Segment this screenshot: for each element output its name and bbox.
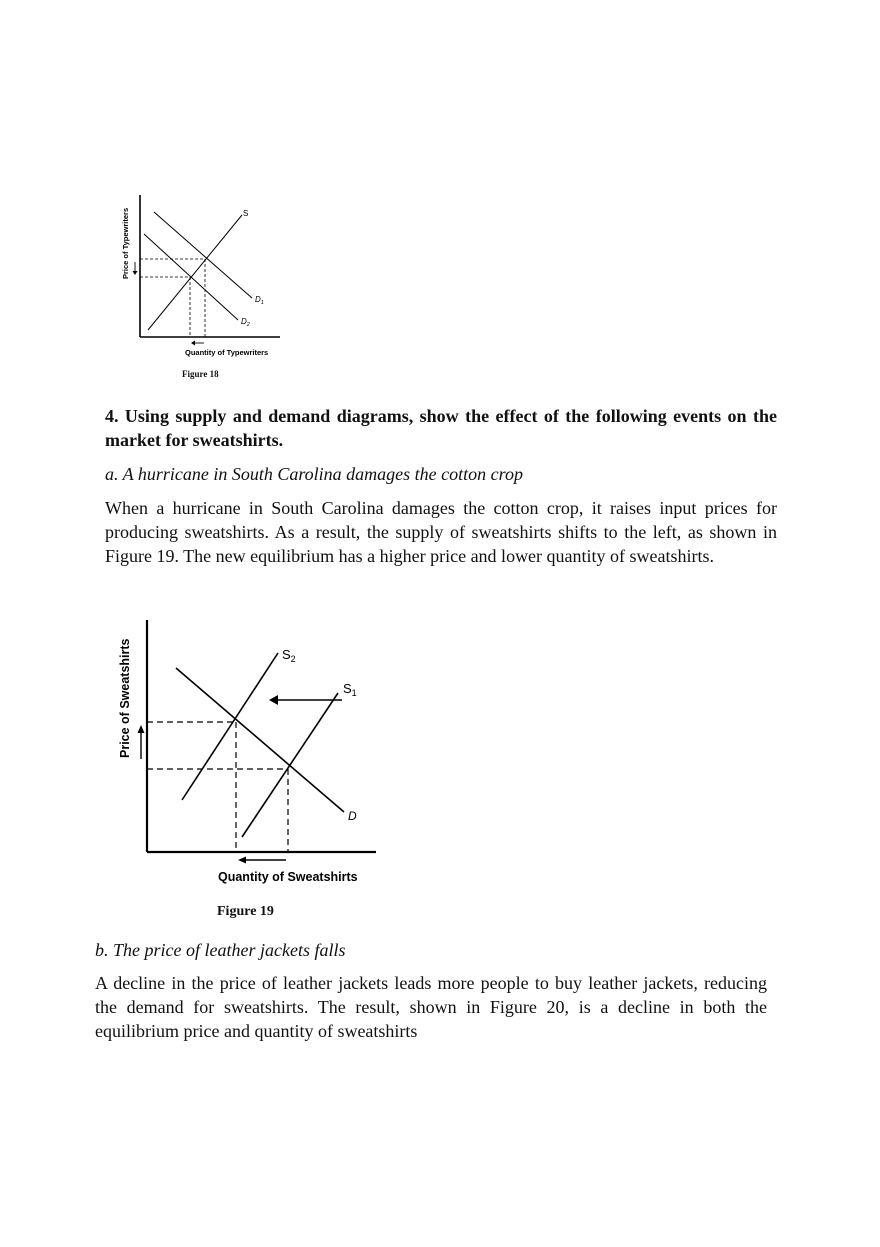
figure-18-caption: Figure 18	[182, 369, 219, 379]
fig18-supply-curve	[148, 215, 242, 330]
fig18-demand-d1-curve	[154, 212, 252, 298]
fig19-supply-s2-curve	[182, 653, 278, 800]
fig18-demand-d2-curve	[144, 234, 238, 320]
fig19-quantity-left-arrow-icon	[238, 857, 286, 864]
figure-18-diagram	[110, 190, 300, 385]
fig19-demand-curve	[176, 668, 344, 812]
fig18-quantity-left-arrow-icon	[191, 341, 204, 346]
fig19-x-axis-label: Quantity of Sweatshirts	[218, 870, 358, 884]
fig19-demand-label: D	[348, 809, 357, 823]
fig18-demand-d2-label: $D_2$	[241, 317, 250, 328]
fig19-supply-s1-label: $S_1$	[343, 681, 357, 698]
figure-19-diagram	[110, 615, 390, 890]
part-a-body: When a hurricane in South Carolina damages the cotton crop, it raises input prices for producing sweatshirts. As a result, the supply of sweatshirts shifts to the left, as shown in Figure 19. The new equilibrium has a higher price and lower quantity of sweatshirts.	[105, 498, 777, 566]
figure-19-caption: Figure 19	[217, 904, 274, 919]
part-b-title: b. The price of leather jackets falls	[95, 940, 346, 960]
fig18-demand-d1-label: $D_1$	[255, 295, 264, 306]
fig19-supply-s2-label: $S_2$	[282, 647, 296, 664]
fig18-price-down-arrow-icon	[133, 262, 138, 275]
fig18-y-axis-label: Price of Typewriters	[121, 207, 130, 279]
fig18-x-axis-label: Quantity of Typewriters	[185, 348, 269, 357]
fig19-y-axis-label: Price of Sweatshirts	[118, 638, 132, 758]
fig18-supply-label: S	[243, 209, 249, 218]
fig19-price-up-arrow-icon	[138, 725, 145, 759]
part-b-body: A decline in the price of leather jackets leads more people to buy leather jackets, reducing the demand for sweatshirts. The result, shown in Figure 20, is a decline in both the equilibrium price and quantity of sweatshirts	[95, 973, 767, 1041]
fig19-supply-s1-curve	[242, 693, 338, 837]
question-4-heading: 4. Using supply and demand diagrams, show the effect of the following events on the market for sweatshirts.	[105, 406, 777, 450]
part-a-title: a. A hurricane in South Carolina damages the cotton crop	[105, 464, 523, 484]
